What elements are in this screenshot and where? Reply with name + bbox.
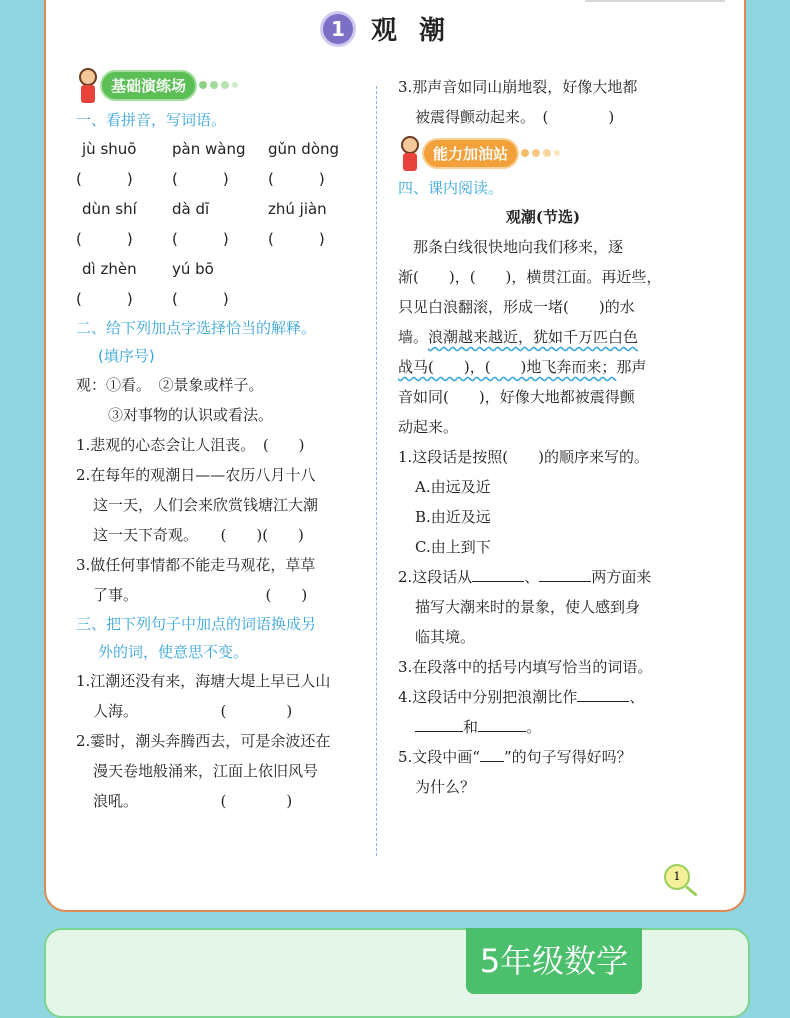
bottom-card: [44, 928, 750, 1018]
passage-text: 墙。: [398, 328, 429, 346]
question-3-2-line1: 2.霎时，潮头奔腾西去，可是余波还在: [76, 732, 331, 750]
q-text: 5.文段中画“: [398, 748, 480, 766]
answer-line[interactable]: [478, 716, 526, 732]
question-3-2-line2: 漫天卷地般涌来，江面上依旧风号: [93, 762, 319, 780]
reading-q4-line1: [398, 682, 688, 712]
question-2-2-line1: 2.在每年的观潮日——农历八月十八: [76, 466, 316, 484]
q-text: 、: [629, 688, 645, 706]
pinyin: zhú jiàn: [268, 200, 327, 218]
dots-decoration: [521, 149, 560, 157]
reading-q5-line1: [398, 742, 688, 772]
guan-definition-1: 观：①看。 ②景象或样子。: [76, 376, 264, 394]
banner-basic-label: 基础演练场: [102, 72, 195, 99]
q-text: 。: [526, 718, 542, 736]
option-b[interactable]: B.由近及远: [415, 508, 491, 526]
answer-line[interactable]: [472, 566, 524, 582]
q-text: 、: [524, 568, 540, 586]
lesson-number-badge: 1: [323, 14, 353, 44]
answer-row-3: [76, 284, 366, 314]
reading-q4-line2: [398, 712, 688, 742]
question-2-2-line2: 这一天，人们会来欣赏钱塘江大潮: [93, 496, 319, 514]
reading-q3: 3.在段落中的括号内填写恰当的词语。: [398, 658, 653, 676]
q-text: 和: [463, 718, 479, 736]
option-a[interactable]: A.由远及近: [415, 478, 491, 496]
banner-basic: [76, 64, 366, 106]
answer-blank[interactable]: ( ): [172, 230, 229, 248]
column-divider: [376, 86, 377, 856]
passage-title: 观潮(节选): [505, 208, 581, 226]
reading-q1: 1.这段话是按照( )的顺序来写的。: [398, 448, 650, 466]
q-text: 两方面来: [591, 568, 652, 586]
left-column: [76, 64, 366, 816]
question-3-3-line2: 被震得颤动起来。 ( ): [415, 108, 615, 126]
dots-decoration: [199, 81, 238, 89]
section-3-heading-cont: 外的词，使意思不变。: [98, 643, 249, 661]
answer-blank[interactable]: ( ): [268, 230, 325, 248]
question-3-2-line3: 浪吼。 ( ): [93, 792, 293, 810]
passage-line: 只见白浪翻滚，形成一堵( )的水: [398, 298, 635, 316]
question-3-3-line1: 3.那声音如同山崩地裂，好像大地都: [398, 78, 638, 96]
pinyin-row-3: [76, 254, 366, 284]
banner-ability-label: 能力加油站: [424, 140, 517, 167]
right-column: [398, 64, 688, 802]
banner-ability: [398, 132, 688, 174]
section-2-heading: 二、给下列加点字选择恰当的解释。: [76, 319, 317, 337]
answer-line: [480, 746, 504, 762]
passage-line: [398, 322, 688, 352]
question-2-3-line2: 了事。 ( ): [93, 586, 308, 604]
question-2-1: 1.悲观的心态会让人沮丧。 ( ): [76, 436, 305, 454]
question-2-2-line3: 这一天下奇观。 ( )( ): [93, 526, 304, 544]
pinyin: gǔn dòng: [268, 140, 340, 158]
answer-row-1: [76, 164, 366, 194]
answer-blank[interactable]: ( ): [76, 170, 133, 188]
reading-q5-line2: 为什么？: [415, 778, 476, 796]
question-3-1-line1: 1.江潮还没有来，海塘大堤上早已人山: [76, 672, 331, 690]
option-c[interactable]: C.由上到下: [415, 538, 491, 556]
grade-label: 5年级数学: [466, 928, 642, 994]
answer-blank[interactable]: ( ): [172, 170, 229, 188]
passage-line: 动起来。: [398, 418, 459, 436]
answer-line[interactable]: [577, 686, 629, 702]
answer-blank[interactable]: ( ): [172, 290, 229, 308]
lesson-title-text: 观潮: [370, 16, 467, 46]
section-2-note: (填序号): [98, 347, 155, 365]
passage-line: [398, 352, 688, 382]
q-text: 2.这段话从: [398, 568, 473, 586]
answer-blank[interactable]: ( ): [76, 290, 133, 308]
q-text: ”的句子写得好吗？: [503, 748, 632, 766]
lesson-title: [0, 10, 790, 50]
answer-blank[interactable]: ( ): [76, 230, 133, 248]
passage-line: 那条白线很快地向我们移来，逐: [398, 238, 624, 256]
section-1-heading: 一、看拼音，写词语。: [76, 111, 227, 129]
pinyin: yú bō: [172, 260, 214, 278]
passage-text: 那声: [616, 358, 647, 376]
passage-line: 渐( )，( )，横贯江面。再近些，: [398, 268, 662, 286]
answer-blank[interactable]: ( ): [268, 170, 325, 188]
wavy-underlined-sentence: 浪潮越来越近，犹如千万匹白色: [428, 328, 639, 346]
pinyin-row-2: [76, 194, 366, 224]
pinyin-row-1: [76, 134, 366, 164]
q-text: 4.这段话中分别把浪潮比作: [398, 688, 578, 706]
reading-q2-line2: 描写大潮来时的景象，使人感到身: [415, 598, 641, 616]
pinyin: dà dī: [172, 200, 210, 218]
question-3-1-line2: 人海。 ( ): [93, 702, 293, 720]
guan-definition-2: ③对事物的认识或看法。: [108, 406, 274, 424]
pinyin: dì zhèn: [82, 260, 137, 278]
answer-row-2: [76, 224, 366, 254]
wavy-underlined-sentence: 战马( )，( )地飞奔而来；: [398, 358, 617, 376]
question-2-3-line1: 3.做任何事情都不能走马观花，草草: [76, 556, 316, 574]
pinyin: pàn wàng: [172, 140, 246, 158]
answer-line[interactable]: [539, 566, 591, 582]
reading-q2-line3: 临其境。: [415, 628, 476, 646]
pinyin: jù shuō: [82, 140, 137, 158]
girl-icon: [398, 134, 422, 172]
section-4-heading: 四、课内阅读。: [398, 179, 504, 197]
page-number-magnifier-icon: 1: [664, 864, 690, 890]
boy-icon: [76, 66, 100, 104]
top-divider: [585, 0, 725, 2]
passage-line: 音如同( )，好像大地都被震得颤: [398, 388, 635, 406]
reading-q2-line1: [398, 562, 688, 592]
answer-line[interactable]: [415, 716, 463, 732]
section-3-heading: 三、把下列句子中加点的词语换成另: [76, 615, 317, 633]
pinyin: dùn shí: [82, 200, 137, 218]
